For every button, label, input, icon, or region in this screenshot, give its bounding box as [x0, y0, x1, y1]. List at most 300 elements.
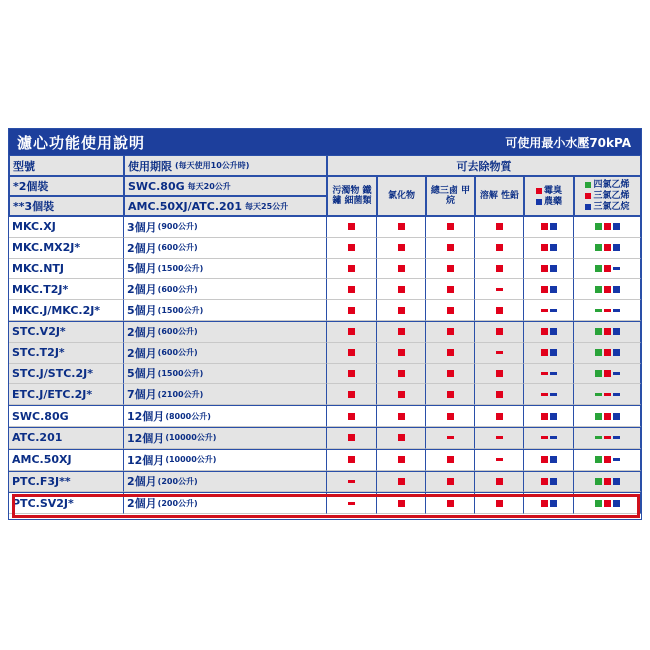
square-mark [550, 413, 557, 420]
life-cell [124, 472, 327, 493]
square-mark [447, 456, 454, 463]
square-mark [550, 265, 557, 272]
mark-cell [475, 259, 524, 280]
square-mark [541, 478, 548, 485]
table-row [9, 384, 641, 405]
life-months: 2個月 [127, 241, 157, 255]
mark-cell [327, 472, 377, 493]
square-mark [496, 391, 503, 398]
square-mark [348, 434, 355, 441]
table-row [9, 279, 641, 300]
square-mark [541, 349, 548, 356]
square-mark [447, 265, 454, 272]
dash-mark [550, 436, 557, 439]
mark-cell [574, 279, 641, 300]
model-header: 型號 [9, 155, 124, 176]
life-months: 2個月 [127, 283, 157, 297]
mark-cell [574, 217, 641, 238]
life-cell [124, 364, 327, 385]
mark-cell [377, 217, 426, 238]
mark-cell [475, 343, 524, 364]
row-group [9, 449, 641, 471]
model-cell: MKC.J/MKC.2J* [9, 300, 124, 321]
pack3-info [124, 196, 327, 216]
square-mark [398, 265, 405, 272]
square-mark [447, 478, 454, 485]
table-row [9, 322, 641, 343]
model-cell: PTC.SV2J* [9, 493, 124, 514]
dash-mark [496, 351, 503, 354]
square-mark [604, 244, 611, 251]
title-bar [9, 129, 641, 155]
life-months: 7個月 [127, 388, 157, 402]
square-mark [541, 286, 548, 293]
life-months: 2個月 [127, 325, 157, 339]
square-mark [348, 370, 355, 377]
square-mark [541, 265, 548, 272]
square-mark [496, 223, 503, 230]
removable-header: 可去除物質 [327, 155, 641, 176]
mark-cell [524, 343, 574, 364]
square-mark [447, 328, 454, 335]
mark-cell [426, 428, 475, 449]
mark-cell [524, 279, 574, 300]
legend-pesticide: 農藥 [543, 196, 562, 207]
legend-tetrachloroethylene: 四氯乙烯 [593, 180, 630, 190]
life-months: 5個月 [127, 262, 157, 276]
model-cell: STC.J/STC.2J* [9, 364, 124, 385]
mark-cell [426, 384, 475, 405]
pack2-models: SWC.80G [128, 179, 185, 193]
dash-mark [613, 393, 620, 396]
mark-cell [574, 259, 641, 280]
pack2-info [124, 176, 327, 196]
square-mark [348, 328, 355, 335]
mark-cell [475, 322, 524, 343]
square-mark [348, 265, 355, 272]
square-mark [550, 244, 557, 251]
dash-mark [613, 372, 620, 375]
square-mark [447, 370, 454, 377]
square-mark [613, 328, 620, 335]
square-mark [348, 244, 355, 251]
square-mark [541, 328, 548, 335]
life-label: 使用期限 [128, 159, 172, 173]
mark-cell [524, 364, 574, 385]
square-mark [398, 223, 405, 230]
life-months: 5個月 [127, 304, 157, 318]
col-sediment: 污濁物 鐵鏽 細菌類 [327, 176, 377, 216]
life-volume: (600公升) [157, 348, 198, 358]
mark-cell [327, 238, 377, 259]
life-months: 5個月 [127, 367, 157, 381]
mark-cell [574, 364, 641, 385]
table-row [9, 300, 641, 321]
life-months: 3個月 [127, 220, 157, 234]
square-mark [550, 349, 557, 356]
mark-cell [475, 279, 524, 300]
legend-odor: 霉臭 [543, 185, 562, 196]
life-cell [124, 428, 327, 449]
life-volume: (10000公升) [165, 433, 217, 443]
life-months: 12個月 [127, 410, 165, 424]
model-cell: MKC.NTJ [9, 259, 124, 280]
life-cell [124, 322, 327, 343]
square-mark [604, 286, 611, 293]
square-mark [604, 265, 611, 272]
col-lead: 溶解 性鉛 [475, 176, 524, 216]
square-mark [604, 328, 611, 335]
model-cell: MKC.XJ [9, 217, 124, 238]
square-mark [595, 244, 602, 251]
mark-cell [426, 217, 475, 238]
square-mark [398, 328, 405, 335]
mark-cell [524, 300, 574, 321]
dash-mark [550, 372, 557, 375]
life-months: 2個月 [127, 346, 157, 360]
model-cell: ETC.J/ETC.2J* [9, 384, 124, 405]
square-mark [550, 328, 557, 335]
square-mark [604, 349, 611, 356]
mark-cell [524, 259, 574, 280]
filter-table [8, 128, 642, 520]
mark-cell [475, 406, 524, 427]
square-mark [398, 244, 405, 251]
mark-cell [377, 238, 426, 259]
highlight-box [12, 494, 640, 518]
mark-cell [574, 322, 641, 343]
dash-mark [613, 309, 620, 312]
square-mark [595, 328, 602, 335]
life-months: 2個月 [127, 475, 157, 489]
square-mark [447, 244, 454, 251]
mark-cell [426, 238, 475, 259]
square-mark [613, 413, 620, 420]
square-mark [595, 413, 602, 420]
life-volume: (600公升) [157, 243, 198, 253]
life-volume: (600公升) [157, 327, 198, 337]
mark-cell [574, 384, 641, 405]
dash-mark [613, 436, 620, 439]
pack2-label: *2個裝 [9, 176, 124, 196]
dash-mark [496, 436, 503, 439]
mark-cell [327, 428, 377, 449]
col-thm: 總三鹵 甲烷 [426, 176, 475, 216]
square-mark [348, 307, 355, 314]
col-chloride: 氯化物 [377, 176, 426, 216]
square-mark [398, 286, 405, 293]
life-volume: (8000公升) [165, 411, 211, 421]
dash-mark [604, 436, 611, 439]
mark-cell [475, 472, 524, 493]
square-mark [496, 328, 503, 335]
legend-trichloroethane: 三氯乙烷 [593, 202, 630, 212]
dash-mark [550, 309, 557, 312]
table-row [9, 428, 641, 449]
life-months: 12個月 [127, 453, 165, 467]
mark-cell [426, 450, 475, 471]
mark-cell [574, 300, 641, 321]
mark-cell [574, 472, 641, 493]
square-mark [447, 223, 454, 230]
life-volume: (600公升) [157, 284, 198, 294]
mark-cell [327, 259, 377, 280]
square-mark [447, 391, 454, 398]
table-row [9, 343, 641, 364]
pack3-models: AMC.50XJ/ATC.201 [128, 199, 242, 213]
dash-mark [496, 288, 503, 291]
square-mark [447, 349, 454, 356]
legend-trichloroethylene: 三氯乙烯 [593, 191, 630, 201]
square-mark [541, 223, 548, 230]
square-mark [398, 456, 405, 463]
life-cell [124, 384, 327, 405]
row-group [9, 321, 641, 405]
pack3-note: 每天25公升 [245, 201, 289, 211]
life-header [124, 155, 327, 176]
square-mark [496, 265, 503, 272]
life-cell [124, 450, 327, 471]
mark-cell [327, 279, 377, 300]
mark-cell [426, 322, 475, 343]
square-mark [613, 223, 620, 230]
square-mark [595, 370, 602, 377]
square-mark [496, 244, 503, 251]
square-mark [348, 223, 355, 230]
square-mark [496, 413, 503, 420]
mark-cell [377, 322, 426, 343]
table-row [9, 450, 641, 471]
square-mark [398, 307, 405, 314]
mark-cell [524, 472, 574, 493]
dash-mark [613, 458, 620, 461]
model-cell: AMC.50XJ [9, 450, 124, 471]
mark-cell [327, 300, 377, 321]
square-mark [595, 286, 602, 293]
dash-mark [541, 372, 548, 375]
mark-cell [574, 406, 641, 427]
mark-cell [377, 279, 426, 300]
dash-mark [595, 309, 602, 312]
model-cell: STC.T2J* [9, 343, 124, 364]
dash-mark [595, 436, 602, 439]
model-cell: MKC.T2J* [9, 279, 124, 300]
square-mark [541, 244, 548, 251]
life-volume: (1500公升) [157, 263, 204, 273]
mark-cell [475, 384, 524, 405]
life-volume: (1500公升) [157, 305, 204, 315]
life-cell [124, 300, 327, 321]
square-mark [398, 413, 405, 420]
mark-cell [475, 450, 524, 471]
mark-cell [377, 406, 426, 427]
mark-cell [475, 238, 524, 259]
mark-cell [426, 343, 475, 364]
square-mark [398, 391, 405, 398]
life-note: (每天使用10公升時) [175, 161, 250, 170]
mark-cell [327, 450, 377, 471]
square-mark [595, 223, 602, 230]
square-mark [613, 349, 620, 356]
mark-cell [475, 364, 524, 385]
square-mark [550, 223, 557, 230]
square-mark [541, 413, 548, 420]
square-mark [595, 265, 602, 272]
table-row [9, 406, 641, 427]
table-title: 濾心功能使用說明 [17, 134, 146, 152]
model-cell: SWC.80G [9, 406, 124, 427]
square-mark [550, 478, 557, 485]
dash-mark [550, 393, 557, 396]
mark-cell [426, 364, 475, 385]
mark-cell [377, 259, 426, 280]
min-pressure-note: 可使用最小水壓70kPA [505, 136, 631, 150]
pack2-note: 每天20公升 [187, 181, 231, 191]
model-cell: STC.V2J* [9, 322, 124, 343]
mark-cell [524, 322, 574, 343]
life-months: 2個月 [127, 497, 157, 511]
square-mark [550, 456, 557, 463]
mark-cell [377, 364, 426, 385]
mark-cell [524, 217, 574, 238]
square-mark [595, 456, 602, 463]
row-group [9, 216, 641, 321]
mark-cell [327, 343, 377, 364]
square-mark [398, 478, 405, 485]
dash-mark [541, 309, 548, 312]
life-cell [124, 406, 327, 427]
mark-cell [426, 259, 475, 280]
square-mark [447, 307, 454, 314]
dash-mark [604, 393, 611, 396]
mark-cell [574, 450, 641, 471]
life-months: 12個月 [127, 431, 165, 445]
mark-cell [426, 472, 475, 493]
dash-mark [348, 480, 355, 483]
dash-mark [604, 309, 611, 312]
col-odor-pesticide [524, 176, 574, 216]
life-volume: (900公升) [157, 222, 198, 232]
square-mark [604, 370, 611, 377]
dash-mark [541, 393, 548, 396]
square-mark [348, 286, 355, 293]
dash-mark [447, 436, 454, 439]
square-mark [604, 456, 611, 463]
square-mark [348, 349, 355, 356]
life-volume: (2100公升) [157, 389, 204, 399]
square-mark [541, 456, 548, 463]
table-row [9, 472, 641, 493]
square-mark [496, 370, 503, 377]
header-row [9, 155, 641, 176]
row-group [9, 471, 641, 493]
mark-cell [377, 384, 426, 405]
dash-mark [496, 458, 503, 461]
mark-cell [327, 364, 377, 385]
square-mark [398, 370, 405, 377]
square-mark [496, 307, 503, 314]
pack3-label: **3個裝 [9, 196, 124, 216]
life-volume: (1500公升) [157, 368, 204, 378]
mark-cell [377, 300, 426, 321]
dash-mark [541, 436, 548, 439]
mark-cell [574, 238, 641, 259]
square-mark [348, 391, 355, 398]
life-cell [124, 343, 327, 364]
mark-cell [524, 428, 574, 449]
mark-cell [377, 428, 426, 449]
mark-cell [426, 406, 475, 427]
life-volume: (200公升) [157, 476, 198, 486]
mark-cell [377, 450, 426, 471]
mark-cell [524, 238, 574, 259]
square-mark [613, 478, 620, 485]
life-cell [124, 238, 327, 259]
mark-cell [327, 406, 377, 427]
table-row [9, 364, 641, 385]
square-mark [447, 413, 454, 420]
mark-cell [574, 428, 641, 449]
mark-cell [327, 322, 377, 343]
table-body [9, 216, 641, 514]
mark-cell [327, 384, 377, 405]
square-mark [595, 349, 602, 356]
mark-cell [524, 406, 574, 427]
square-mark [348, 413, 355, 420]
mark-cell [327, 217, 377, 238]
square-mark [604, 223, 611, 230]
model-cell: ATC.201 [9, 428, 124, 449]
mark-cell [426, 300, 475, 321]
square-mark [604, 413, 611, 420]
table-row [9, 238, 641, 259]
row-group [9, 427, 641, 449]
model-cell: MKC.MX2J* [9, 238, 124, 259]
square-mark [613, 286, 620, 293]
mark-cell [475, 300, 524, 321]
mark-cell [377, 472, 426, 493]
square-mark [604, 478, 611, 485]
mark-cell [475, 217, 524, 238]
life-cell [124, 259, 327, 280]
dash-mark [613, 267, 620, 270]
mark-cell [377, 343, 426, 364]
life-volume: (10000公升) [165, 455, 217, 465]
square-mark [398, 349, 405, 356]
life-cell [124, 279, 327, 300]
model-cell: PTC.F3J** [9, 472, 124, 493]
life-volume: (200公升) [157, 498, 198, 508]
life-cell [124, 217, 327, 238]
square-mark [496, 478, 503, 485]
table-row [9, 217, 641, 238]
dash-mark [595, 393, 602, 396]
square-mark [447, 286, 454, 293]
mark-cell [524, 450, 574, 471]
mark-cell [426, 279, 475, 300]
square-mark [613, 244, 620, 251]
row-group [9, 405, 641, 427]
square-mark [398, 434, 405, 441]
square-mark [348, 456, 355, 463]
mark-cell [524, 384, 574, 405]
col-vocs [574, 176, 641, 216]
table-row [9, 259, 641, 280]
mark-cell [475, 428, 524, 449]
mark-cell [574, 343, 641, 364]
square-mark [595, 478, 602, 485]
square-mark [550, 286, 557, 293]
